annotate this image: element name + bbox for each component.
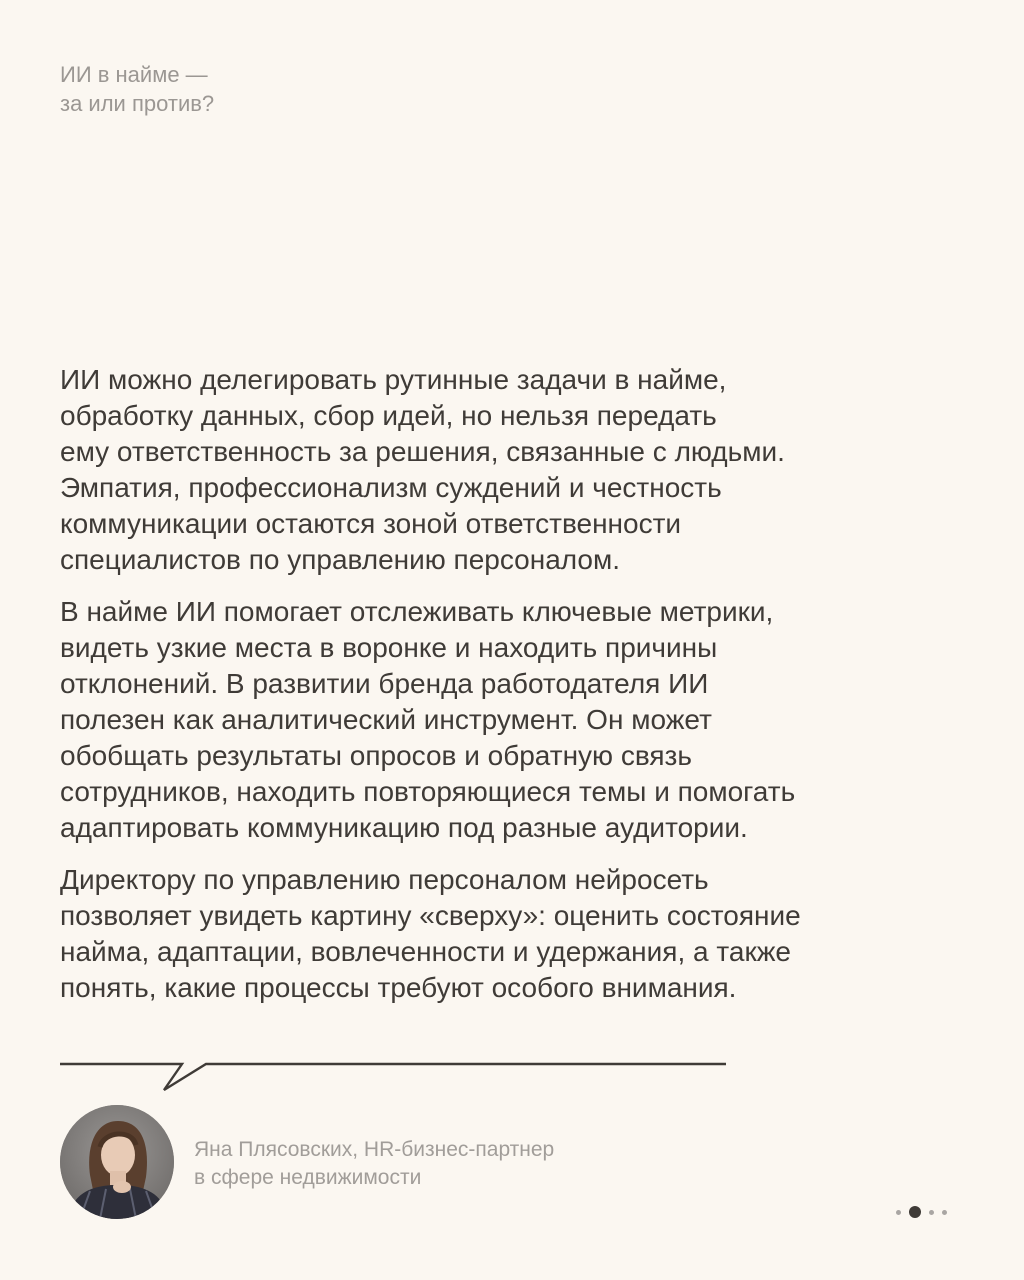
page-dot-active[interactable] (909, 1206, 921, 1218)
header-line-2: за или против? (60, 91, 215, 116)
paragraph-line: видеть узкие места в воронке и находить причины (60, 632, 718, 663)
paragraph-line: специалистов по управлению персоналом. (60, 544, 621, 575)
carousel-pagination (896, 1206, 947, 1218)
author-role: в сфере недвижимости (194, 1166, 422, 1189)
paragraph-line: коммуникации остаются зоной ответственности (60, 508, 682, 539)
paragraph-3 (60, 862, 860, 1006)
author-caption (194, 1136, 554, 1192)
paragraph-line: найма, адаптации, вовлеченности и удержания, а также (60, 936, 791, 967)
paragraph-2 (60, 594, 860, 846)
author-name: Яна Плясовских, HR-бизнес-партнер (194, 1138, 555, 1161)
paragraph-line: Директору по управлению персоналом нейросеть (60, 864, 709, 895)
page-dot[interactable] (929, 1210, 934, 1215)
paragraph-1 (60, 362, 860, 578)
header-line-1: ИИ в найме — (60, 62, 208, 87)
paragraph-line: адаптировать коммуникацию под разные аудитории. (60, 812, 748, 843)
paragraph-line: обработку данных, сбор идей, но нельзя передать (60, 400, 717, 431)
page-dot[interactable] (942, 1210, 947, 1215)
quote-body (60, 362, 860, 1022)
author-avatar (60, 1105, 174, 1219)
paragraph-line: Эмпатия, профессионализм суждений и честность (60, 472, 722, 503)
paragraph-line: полезен как аналитический инструмент. Он может (60, 704, 712, 735)
portrait-icon (60, 1105, 174, 1219)
paragraph-line: ИИ можно делегировать рутинные задачи в найме, (60, 364, 727, 395)
paragraph-line: обобщать результаты опросов и обратную связь (60, 740, 692, 771)
header-title (60, 60, 214, 118)
speech-bubble-tail (60, 1050, 730, 1100)
paragraph-line: отклонений. В развитии бренда работодателя ИИ (60, 668, 709, 699)
paragraph-line: позволяет увидеть картину «сверху»: оценить состояние (60, 900, 801, 931)
paragraph-line: ему ответственность за решения, связанные с людьми. (60, 436, 785, 467)
paragraph-line: сотрудников, находить повторяющиеся темы и помогать (60, 776, 796, 807)
paragraph-line: В найме ИИ помогает отслеживать ключевые метрики, (60, 596, 774, 627)
paragraph-line: понять, какие процессы требуют особого внимания. (60, 972, 737, 1003)
page-dot[interactable] (896, 1210, 901, 1215)
